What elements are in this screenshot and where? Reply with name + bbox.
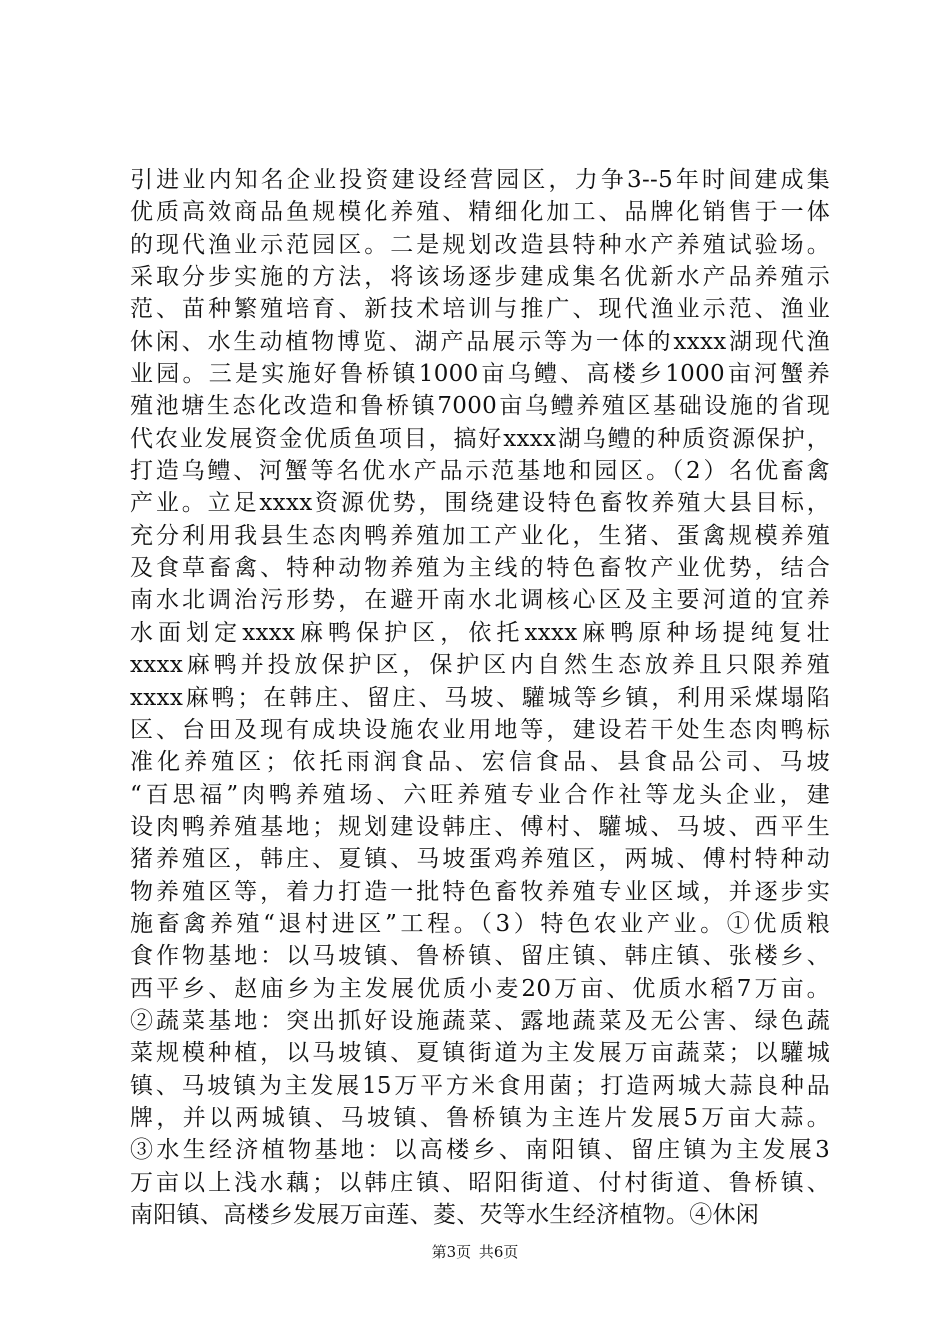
text-line: 牌，并以两城镇、马坡镇、鲁桥镇为主连片发展5万亩大蒜。 [130, 1104, 830, 1131]
text-line: 代农业发展资金优质鱼项目，搞好xxxx湖乌鳢的种质资源保护， [130, 425, 830, 452]
text-line: 准化养殖区；依托雨润食品、宏信食品、县食品公司、马坡 [130, 749, 830, 776]
text-line: 物养殖区等，着力打造一批特色畜牧养殖专业区域，并逐步实 [130, 878, 830, 905]
text-line: 优质高效商品鱼规模化养殖、精细化加工、品牌化销售于一体 [130, 199, 830, 226]
text-line: 南水北调治污形势，在避开南水北调核心区及主要河道的宜养 [130, 587, 830, 614]
text-line: 菜规模种植，以马坡镇、夏镇街道为主发展万亩蔬菜；以驩城 [130, 1040, 830, 1067]
text-line: 食作物基地：以马坡镇、鲁桥镇、留庄镇、韩庄镇、张楼乡、 [130, 943, 830, 970]
text-line: 殖池塘生态化改造和鲁桥镇7000亩乌鳢养殖区基础设施的省现 [130, 393, 830, 420]
page-number-footer: 第3页 共6页 [431, 1243, 519, 1261]
text-line: xxxx麻鸭并投放保护区，保护区内自然生态放养且只限养殖 [130, 652, 830, 679]
text-line: 区、台田及现有成块设施农业用地等，建设若干处生态肉鸭标 [130, 716, 830, 743]
text-line: ③水生经济植物基地：以高楼乡、南阳镇、留庄镇为主发展3 [130, 1137, 830, 1164]
text-line: 水面划定xxxx麻鸭保护区，依托xxxx麻鸭原种场提纯复壮 [130, 619, 830, 646]
text-line: 南阳镇、高楼乡发展万亩莲、菱、芡等水生经济植物。④休闲 [130, 1202, 760, 1228]
text-line: 镇、马坡镇为主发展15万平方米食用菌；打造两城大蒜良种品 [130, 1072, 830, 1099]
text-line: “百思福”肉鸭养殖场、六旺养殖专业合作社等龙头企业，建 [130, 781, 830, 808]
text-line: 万亩以上浅水藕；以韩庄镇、昭阳街道、付村街道、鲁桥镇、 [130, 1169, 830, 1196]
text-line: 西平乡、赵庙乡为主发展优质小麦20万亩、优质水稻7万亩。 [130, 975, 830, 1002]
text-line: 引进业内知名企业投资建设经营园区，力争3--5年时间建成集 [130, 167, 830, 193]
text-line: 产业。立足xxxx资源优势，围绕建设特色畜牧养殖大县目标， [130, 490, 830, 517]
body-text [130, 164, 830, 1231]
text-line: 施畜禽养殖“退村进区”工程。（3）特色农业产业。①优质粮 [130, 910, 830, 937]
text-line: 的现代渔业示范园区。二是规划改造县特种水产养殖试验场。 [130, 231, 830, 258]
text-line: 充分利用我县生态肉鸭养殖加工产业化，生猪、蛋禽规模养殖 [130, 522, 830, 549]
text-line: 设肉鸭养殖基地；规划建设韩庄、傅村、驩城、马坡、西平生 [130, 813, 830, 840]
text-line: xxxx麻鸭；在韩庄、留庄、马坡、驩城等乡镇，利用采煤塌陷 [130, 684, 830, 711]
text-line: 范、苗种繁殖培育、新技术培训与推广、现代渔业示范、渔业 [130, 296, 830, 323]
text-line: 采取分步实施的方法，将该场逐步建成集名优新水产品养殖示 [130, 264, 830, 291]
text-line: 休闲、水生动植物博览、湖产品展示等为一体的xxxx湖现代渔 [130, 328, 830, 355]
text-line: 及食草畜禽、特种动物养殖为主线的特色畜牧产业优势，结合 [130, 555, 830, 582]
text-line: 猪养殖区，韩庄、夏镇、马坡蛋鸡养殖区，两城、傅村特种动 [130, 846, 830, 873]
text-line: ②蔬菜基地：突出抓好设施蔬菜、露地蔬菜及无公害、绿色蔬 [130, 1007, 830, 1034]
text-line: 业园。三是实施好鲁桥镇1000亩乌鳢、高楼乡1000亩河蟹养 [130, 361, 830, 388]
text-line: 打造乌鳢、河蟹等名优水产品示范基地和园区。（2）名优畜禽 [130, 458, 830, 485]
